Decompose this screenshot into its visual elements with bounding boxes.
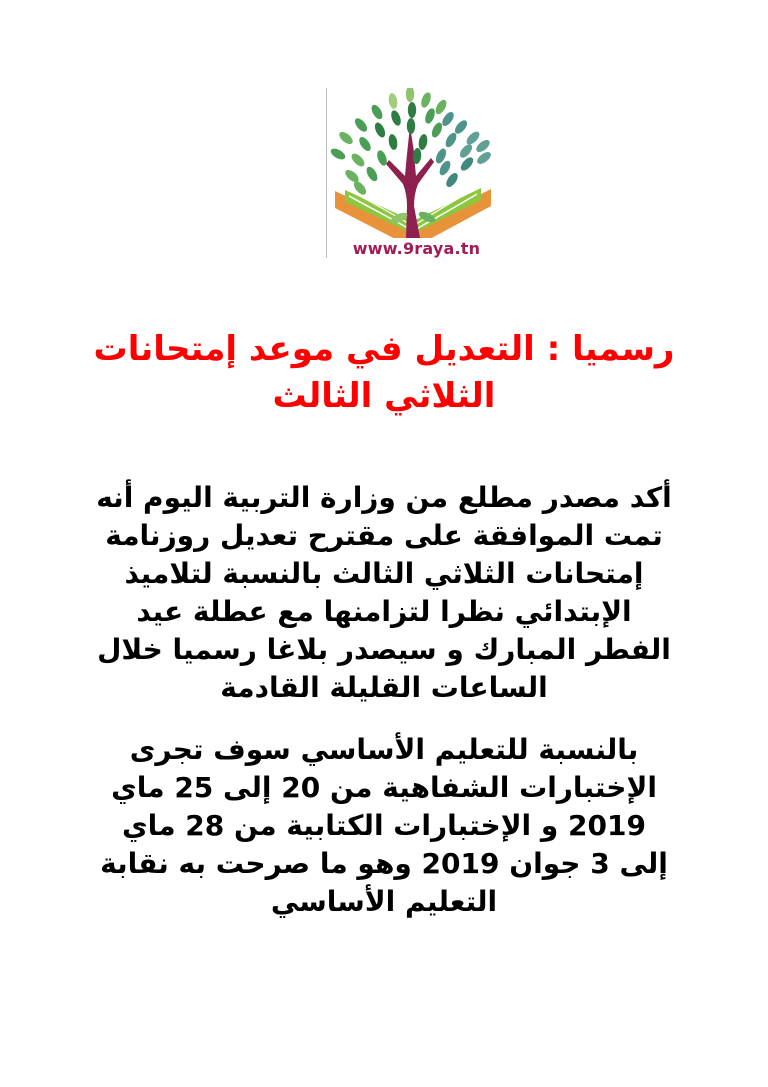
- headline-line-2: الثلاثي الثالث: [272, 376, 496, 416]
- tree-book-icon: [327, 88, 507, 238]
- 9raya-logo: [326, 88, 506, 258]
- text-line: الساعات القليلة القادمة: [220, 671, 548, 704]
- text-line: تمت الموافقة على مقترح تعديل روزنامة: [105, 519, 663, 552]
- text-line: الفطر المبارك و سيصدر بلاغا رسميا خلال: [97, 633, 671, 666]
- text-line: بالنسبة للتعليم الأساسي سوف تجرى: [129, 733, 639, 766]
- text-line: إمتحانات الثلاثي الثالث بالنسبة لتلاميذ: [124, 557, 644, 590]
- text-line: الإبتدائي نظرا لتزامنها مع عطلة عيد: [136, 595, 632, 628]
- paragraph-2: [84, 731, 684, 921]
- text-line: إلى 3 جوان 2019 وهو ما صرحت به نقابة: [100, 847, 668, 880]
- text-line: 2019 و الإختبارات الكتابية من 28 ماي: [122, 809, 646, 842]
- text-line: الإختبارات الشفاهية من 20 إلى 25 ماي: [111, 771, 657, 804]
- paragraph-1: [84, 479, 684, 707]
- article-body: [84, 479, 684, 921]
- text-line: التعليم الأساسي: [270, 885, 498, 918]
- article-headline: [84, 326, 684, 420]
- text-line: أكد مصدر مطلع من وزارة التربية اليوم أنه: [96, 481, 672, 514]
- logo-site-url: www.9raya.tn: [352, 239, 481, 258]
- headline-line-1: رسميا : التعديل في موعد إمتحانات: [93, 329, 675, 369]
